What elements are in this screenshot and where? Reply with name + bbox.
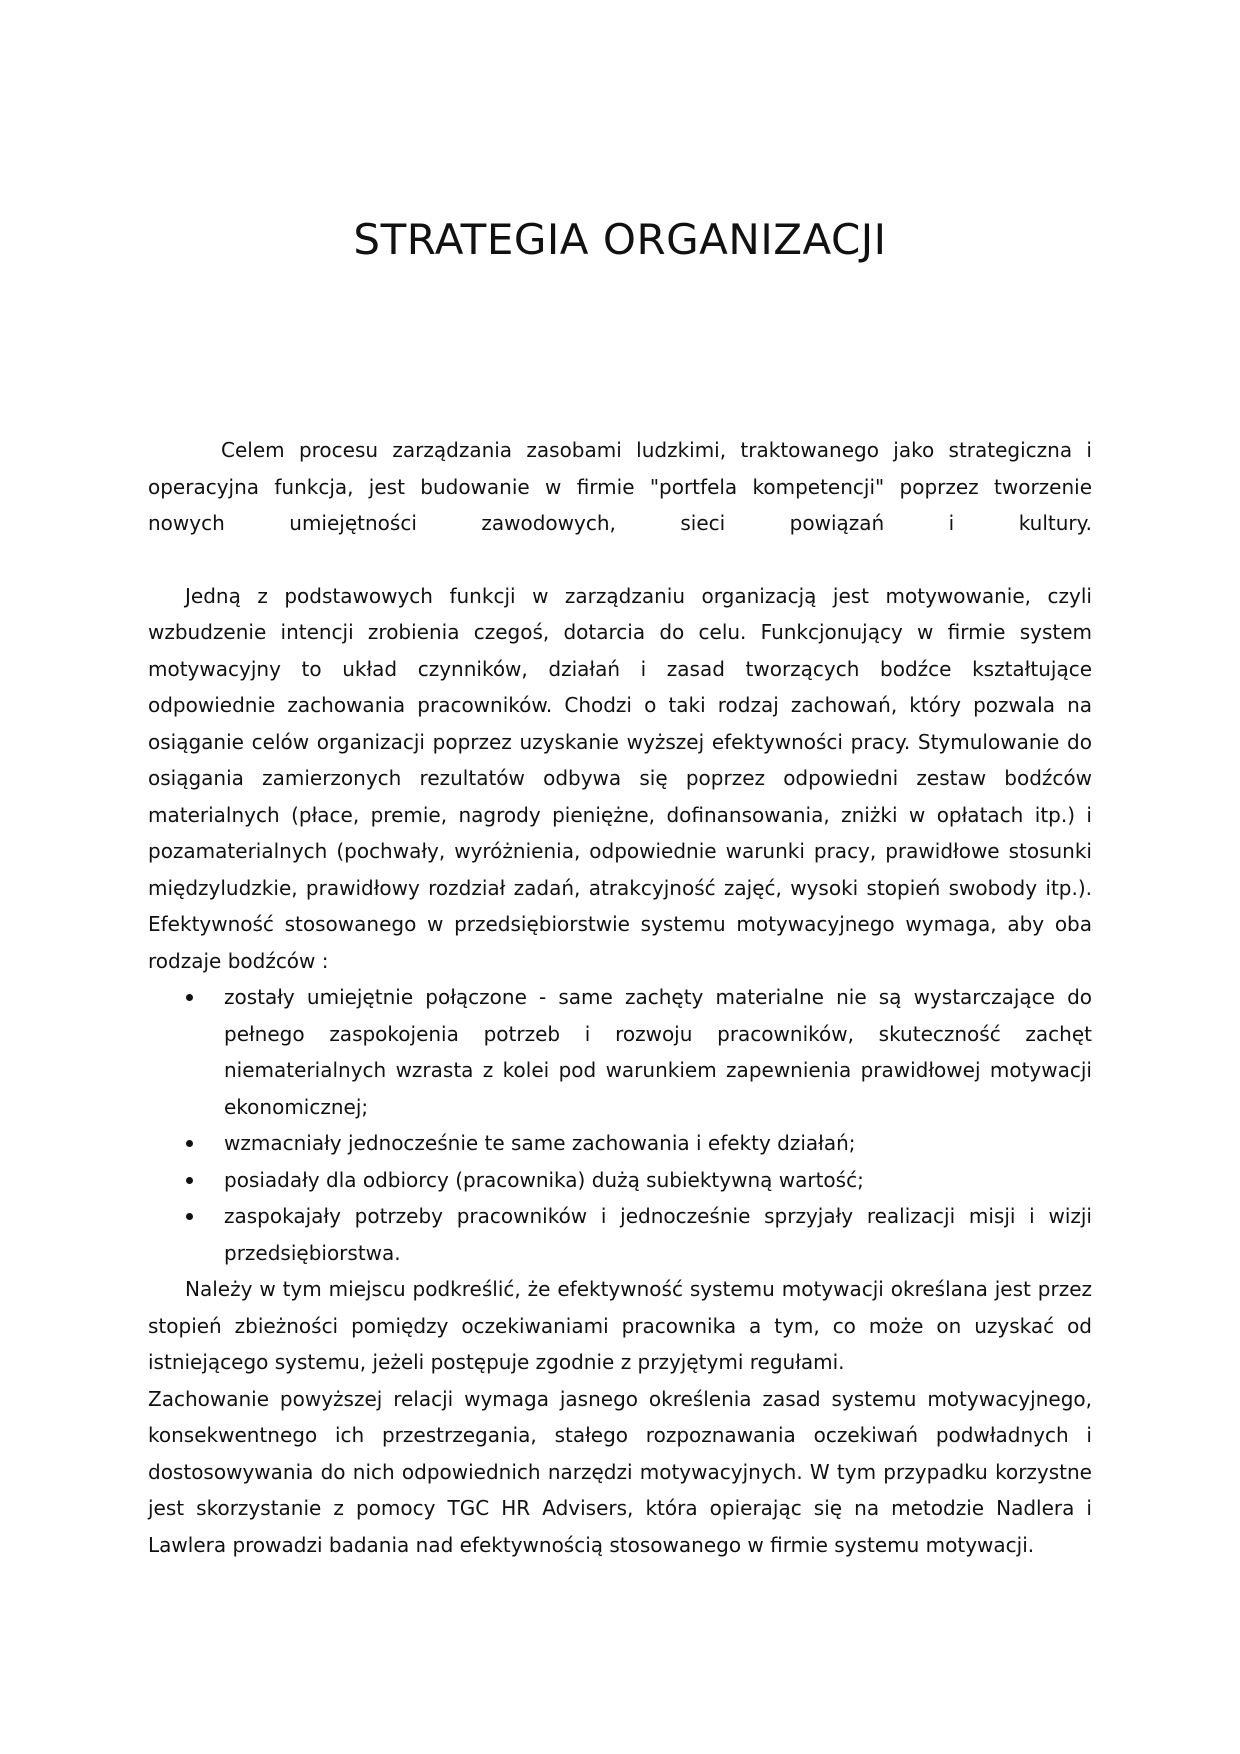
paragraph-intro: Celem procesu zarządzania zasobami ludzkimi, traktowanego jako strategiczna i operacyjna funkcja, jest budowanie w firmie "portfela kompetencji" poprzez tworzenie nowych umiejętności zawodowych, sieci powiązań i kultury. xyxy=(148,438,1092,535)
bullet-icon xyxy=(186,1213,193,1220)
list-item-text: zostały umiejętnie połączone - same zachęty materialne nie są wystarczające do pełnego zaspokojenia potrzeb i rozwoju pracowników, skuteczność zachęt niematerialnych wzrasta z kolei pod warunkiem zapewnienia prawidłowej motywacji ekonomicznej; xyxy=(224,985,1092,1119)
paragraph-efficiency: Należy w tym miejscu podkreślić, że efektywność systemu motywacji określana jest przez stopień zbieżności pomiędzy oczekiwaniami pracownika a tym, co może on uzyskać od istniejącego systemu, jeżeli postępuje zgodnie z przyjętymi regułami. xyxy=(148,1277,1092,1374)
paragraph-spacer xyxy=(148,542,1092,578)
list-item xyxy=(148,1198,1092,1271)
bullet-icon xyxy=(186,994,193,1001)
list-item-text: zaspokajały potrzeby pracowników i jednocześnie sprzyjały realizacji misji i wizji przedsiębiorstwa. xyxy=(224,1204,1092,1265)
list-item xyxy=(148,979,1092,1125)
document-body xyxy=(148,432,1092,1563)
bullet-list xyxy=(148,979,1092,1271)
paragraph-relation: Zachowanie powyższej relacji wymaga jasnego określenia zasad systemu motywacyjnego, konsekwentnego ich przestrzegania, stałego rozpoznawania oczekiwań podwładnych i dostosowywania do nich odpowiednich narzędzi motywacyjnych. W tym przypadku korzystne jest skorzystanie z pomocy TGC HR Advisers, która opierając się na metodzie Nadlera i Lawlera prowadzi badania nad efektywnością stosowanego w firmie systemu motywacji. xyxy=(148,1386,1092,1557)
bullet-icon xyxy=(186,1177,193,1184)
document-title: STRATEGIA ORGANIZACJI xyxy=(353,215,887,264)
list-item-text: wzmacniały jednocześnie te same zachowania i efekty działań; xyxy=(224,1131,856,1155)
list-item-text: posiadały dla odbiorcy (pracownika) dużą subiektywną wartość; xyxy=(224,1167,864,1192)
list-item xyxy=(148,1162,1092,1199)
paragraph-motivation: Jedną z podstawowych funkcji w zarządzaniu organizacją jest motywowanie, czyli wzbudzenie intencji zrobienia czegoś, dotarcia do celu. Funkcjonujący w firmie system motywacyjny to układ czynników, działań i zasad tworzących bodźce kształtujące odpowiednie zachowania pracowników. Chodzi o taki rodzaj zachowań, który pozwala na osiąganie celów organizacji poprzez uzyskanie wyższej efektywności pracy. Stymulowanie do osiągania zamierzonych rezultatów odbywa się poprzez odpowiedni zestaw bodźców materialnych (płace, premie, nagrody pieniężne, dofinansowania, zniżki w opłatach itp.) i pozamaterialnych (pochwały, wyróżnienia, odpowiednie warunki pracy, prawidłowe stosunki międzyludzkie, prawidłowy rozdział zadań, atrakcyjność zajęć, wysoki stopień swobody itp.). Efektywność stosowanego w przedsiębiorstwie systemu motywacyjnego wymaga, aby oba rodzaje bodźców : xyxy=(148,583,1092,973)
list-item xyxy=(148,1125,1092,1162)
bullet-icon xyxy=(186,1140,193,1147)
